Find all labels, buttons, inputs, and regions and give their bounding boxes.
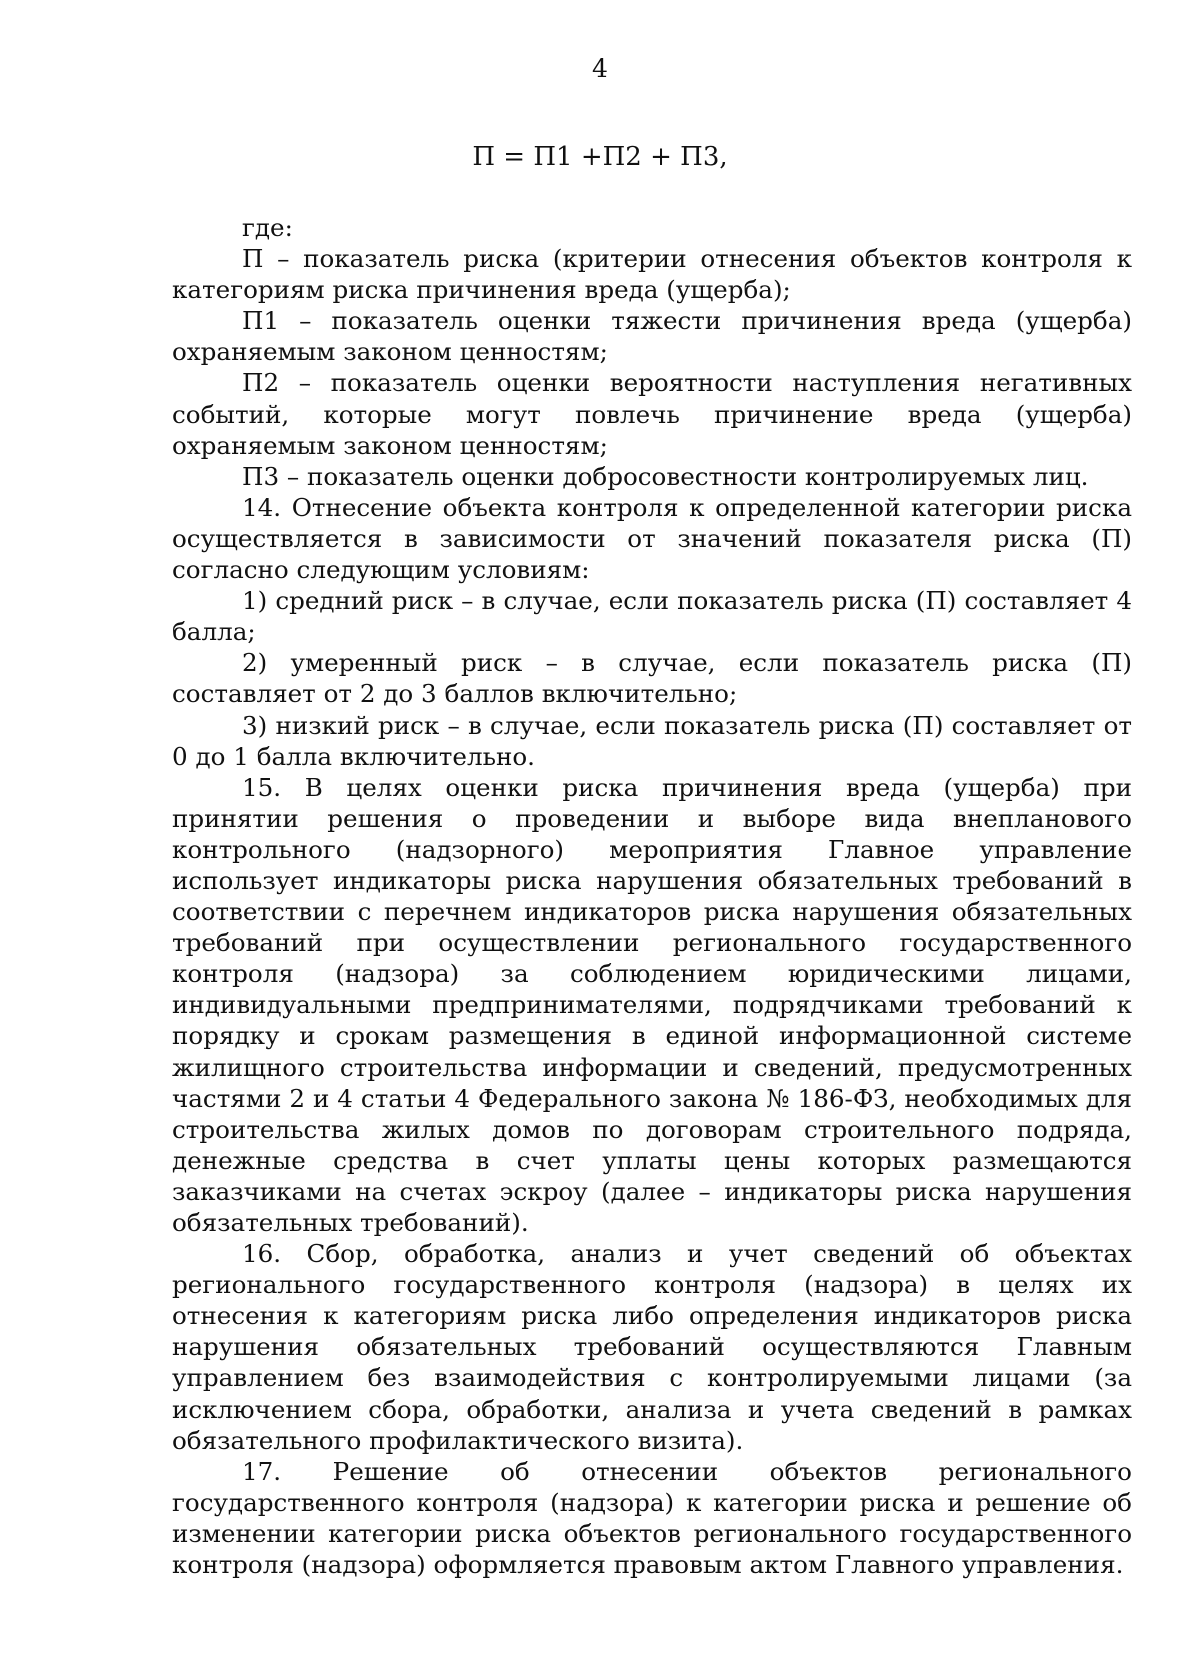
paragraph-p-definition: П – показатель риска (критерии отнесения объектов контроля к категориям риска причинения вреда (ущерба); [172,244,1132,305]
paragraph-p1-definition: П1 – показатель оценки тяжести причинения вреда (ущерба) охраняемым законом ценностям; [172,306,1132,367]
page-number: 4 [592,54,608,83]
paragraph-14-item-3: 3) низкий риск – в случае, если показатель риска (П) составляет от 0 до 1 балла включительно. [172,710,1132,771]
paragraph-14: 14. Отнесение объекта контроля к определенной категории риска осуществляется в зависимости от значений показателя риска (П) согласно следующим условиям: [172,492,1132,585]
paragraph-where: где: [242,213,293,242]
paragraph-14-item-1: 1) средний риск – в случае, если показатель риска (П) составляет 4 балла; [172,586,1132,647]
document-body [172,212,1132,1580]
risk-formula: П = П1 +П2 + П3, [472,142,728,172]
paragraph-15: 15. В целях оценки риска причинения вреда (ущерба) при принятии решения о проведении и выборе вида внепланового контрольного (надзорного) мероприятия Главное управление использует индикаторы риска нарушения обязательных требований в соответствии с перечнем индикаторов риска нарушения обязательных требований при осуществлении регионального государственного контроля (надзора) за соблюдением юридическими лицами, индивидуальными предпринимателями, подрядчиками требований к порядку и срокам размещения в единой информационной системе жилищного строительства информации и сведений, предусмотренных частями 2 и 4 статьи 4 Федерального закона № 186-ФЗ, необходимых для строительства жилых домов по договорам строительного подряда, денежные средства в счет уплаты цены которых размещаются заказчиками на счетах эскроу (далее – индикаторы риска нарушения обязательных требований). [172,772,1132,1237]
paragraph-p3-definition: П3 – показатель оценки добросовестности контролируемых лиц. [242,461,1089,491]
paragraph-16: 16. Сбор, обработка, анализ и учет сведений об объектах регионального государственного контроля (надзора) в целях их отнесения к категориям риска либо определения индикаторов риска нарушения обязательных требований осуществляются Главным управлением без взаимодействия с контролируемыми лицами (за исключением сбора, обработки, анализа и учета сведений в рамках обязательного профилактического визита). [172,1239,1132,1455]
paragraph-p2-definition: П2 – показатель оценки вероятности наступления негативных событий, которые могут повлечь причинение вреда (ущерба) охраняемым законом ценностям; [172,368,1132,460]
paragraph-14-item-2: 2) умеренный риск – в случае, если показатель риска (П) составляет от 2 до 3 баллов включительно; [172,648,1132,709]
paragraph-17: 17. Решение об отнесении объектов регионального государственного контроля (надзора) к категории риска и решение об изменении категории риска объектов регионального государственного контроля (надзора) оформляется правовым актом Главного управления. [172,1456,1132,1580]
